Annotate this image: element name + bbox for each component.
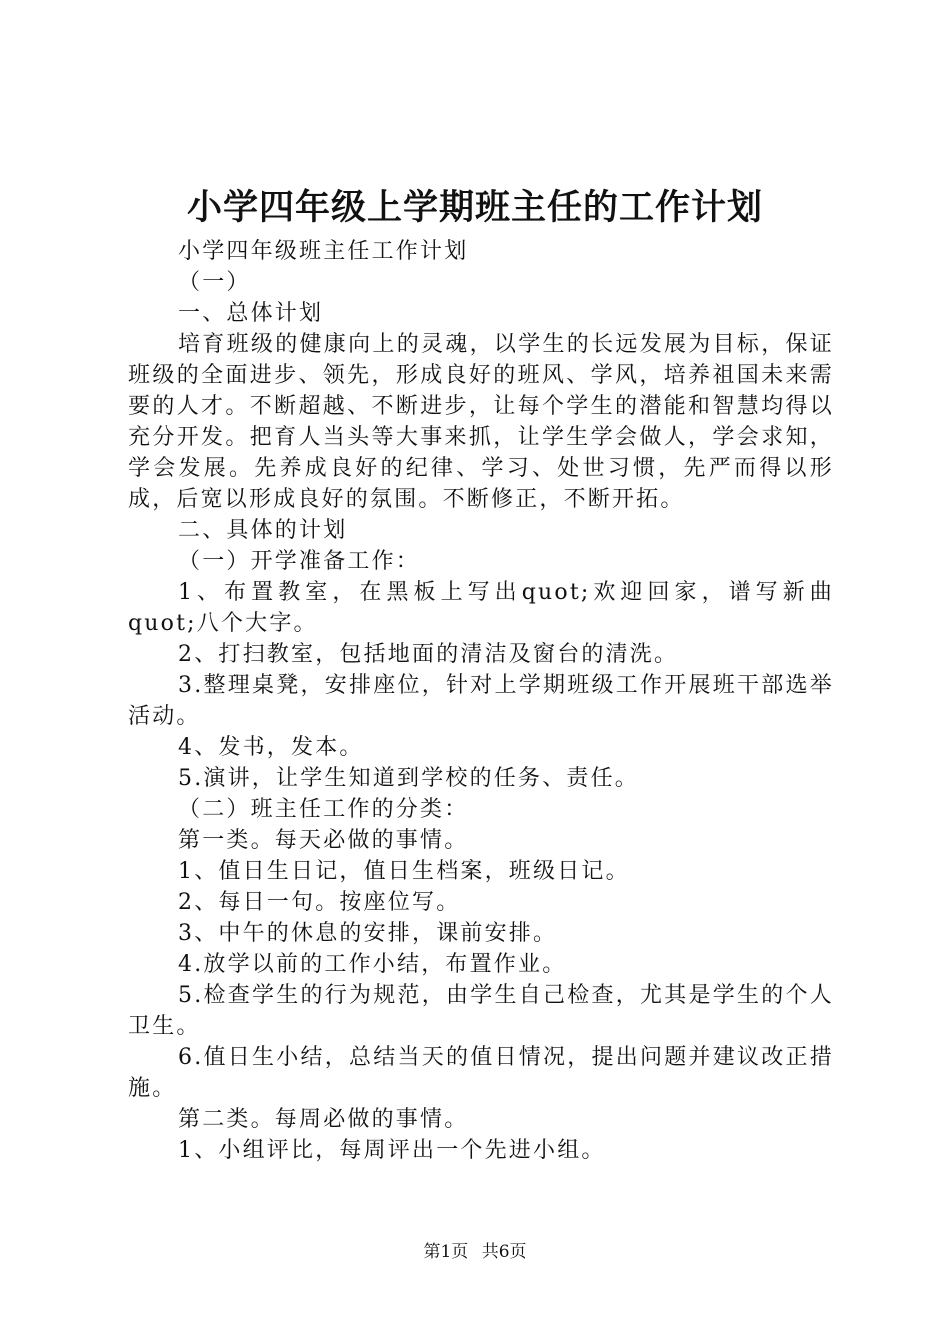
section-marker: （一） bbox=[178, 270, 251, 295]
list-item: 5.检查学生的行为规范，由学生自己检查，尤其是学生的个人卫生。 bbox=[128, 983, 834, 1039]
section-heading-specific-plan: 二、具体的计划 bbox=[178, 518, 348, 543]
list-item: 4、发书，发本。 bbox=[178, 735, 364, 760]
category-heading-daily: 第一类。每天必做的事情。 bbox=[178, 828, 469, 853]
list-item: 1、布置教室，在黑板上写出quot;欢迎回家，谱写新曲quot;八个大字。 bbox=[128, 580, 834, 636]
list-item: 4.放学以前的工作小结，布置作业。 bbox=[178, 952, 567, 977]
sub-heading-preparation: （一）开学准备工作： bbox=[178, 549, 421, 574]
list-item: 1、值日生日记，值日生档案，班级日记。 bbox=[178, 859, 630, 884]
page-number: 第1页 bbox=[423, 1242, 469, 1262]
list-item: 1、小组评比，每周评出一个先进小组。 bbox=[178, 1138, 606, 1163]
list-item: 2、打扫教室，包括地面的清洁及窗台的清洗。 bbox=[178, 642, 679, 667]
page-total: 共6页 bbox=[481, 1242, 527, 1262]
page-footer bbox=[0, 1240, 950, 1264]
section-heading-overall-plan: 一、总体计划 bbox=[178, 301, 324, 326]
subtitle-paragraph: 小学四年级班主任工作计划 bbox=[178, 239, 469, 264]
list-item: 3、中午的休息的安排，课前安排。 bbox=[178, 921, 558, 946]
body-paragraph: 培育班级的健康向上的灵魂，以学生的长远发展为目标，保证班级的全面进步、领先，形成良好的班风、学风，培养祖国未来需要的人才。不断超越、不断进步，让每个学生的潜能和智慧均得以充分开发。把育人当头等大事来抓，让学生学会做人，学会求知，学会发展。先养成良好的纪律、学习、处世习惯，先严而得以形成，后宽以形成良好的氛围。不断修正，不断开拓。 bbox=[128, 332, 834, 512]
list-item: 3.整理桌凳，安排座位，针对上学期班级工作开展班干部选举活动。 bbox=[128, 673, 834, 729]
list-item: 6.值日生小结，总结当天的值日情况，提出问题并建议改正措施。 bbox=[128, 1045, 834, 1101]
document-title: 小学四年级上学期班主任的工作计划 bbox=[186, 187, 763, 228]
list-item: 5.演讲，让学生知道到学校的任务、责任。 bbox=[178, 766, 639, 791]
sub-heading-classification: （二）班主任工作的分类： bbox=[178, 797, 469, 822]
list-item: 2、每日一句。按座位写。 bbox=[178, 890, 461, 915]
category-heading-weekly: 第二类。每周必做的事情。 bbox=[178, 1107, 469, 1132]
document-body bbox=[128, 236, 834, 1166]
